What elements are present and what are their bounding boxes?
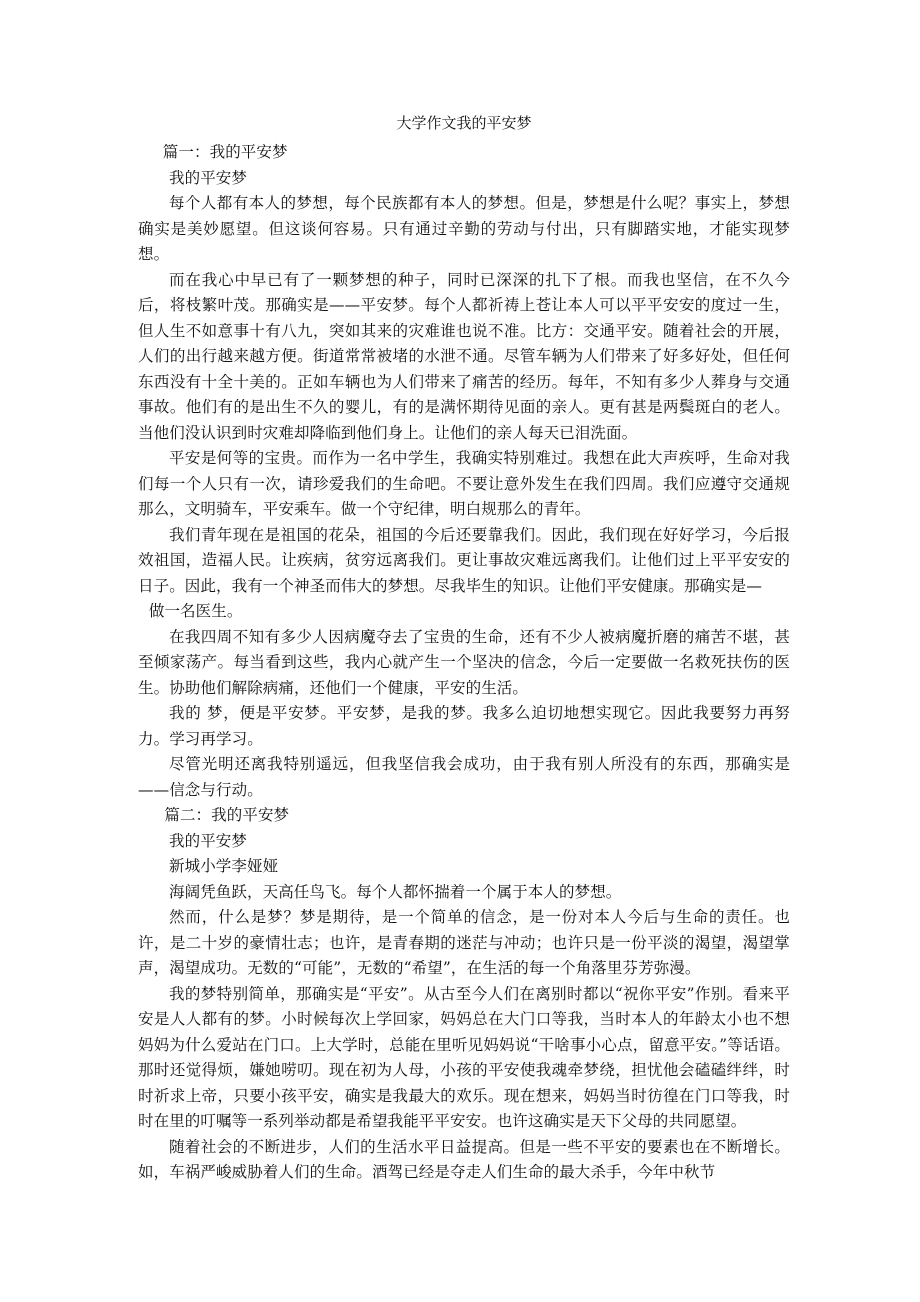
paragraph: 我们青年现在是祖国的花朵，祖国的今后还要靠我们。因此，我们现在好好学习，今后报效祖国，造福人民。让疾病，贫穷远离我们。更让事故灾难远离我们。让他们过上平平安安的日子。因此，我有一个神圣而伟大的梦想。尽我毕生的知识。让他们平安健康。那确实是— <box>138 525 790 595</box>
section-1-heading: 篇一：我的平安梦 <box>162 143 288 161</box>
section-2-heading: 篇二：我的平安梦 <box>164 806 290 824</box>
paragraph: 平安是何等的宝贵。而作为一名中学生，我确实特别难过。我想在此大声疾呼，生命对我们每一个人只有一次，请珍爱我们的生命吧。不要让意外发生在我们四周。我们应遵守交通规那么，文明骑车，平安乘车。做一个守纪律，明白规那么的青年。 <box>138 449 790 518</box>
author-line: 新城小学李娅娅 <box>169 857 279 875</box>
section-2-subtitle: 我的平安梦 <box>169 831 248 850</box>
document-body <box>138 140 790 1186</box>
section-1-subtitle: 我的平安梦 <box>169 168 248 187</box>
paragraph: 在我四周不知有多少人因病魔夺去了宝贵的生命，还有不少人被病魔折磨的痛苦不堪，甚至倾家荡产。每当看到这些，我内心就产生一个坚决的信念，今后一定要做一名救死扶伤的医生。协助他们解除病痛，还他们一个健康，平安的生活。 <box>138 627 790 697</box>
paragraph: 然而，什么是梦？梦是期待，是一个简单的信念，是一份对本人今后与生命的责任。也许，是二十岁的豪情壮志；也许，是青春期的迷茫与冲动；也许只是一份平淡的渴望，渴望掌声，渴望成功。无数的“可能”，无数的“希望”，在生活的每一个角落里芬芳弥漫。 <box>138 908 790 977</box>
document-title: 大学作文我的平安梦 <box>396 114 532 132</box>
paragraph: 每个人都有本人的梦想，每个民族都有本人的梦想。但是，梦想是什么呢？事实上，梦想确实是美妙愿望。但这谈何容易。只有通过辛勤的劳动与付出，只有脚踏实地，才能实现梦想。 <box>138 194 790 263</box>
paragraph: 海阔凭鱼跃，天高任鸟飞。每个人都怀揣着一个属于本人的梦想。 <box>169 882 622 901</box>
paragraph: 我的 梦，便是平安梦。平安梦，是我的梦。我多么迫切地想实现它。因此我要努力再努力。学习再学习。 <box>138 704 790 748</box>
paragraph: 尽管光明还离我特别遥远，但我坚信我会成功，由于我有别人所没有的东西，那确实是——信念与行动。 <box>138 755 790 799</box>
paragraph: 随着社会的不断进步，人们的生活水平日益提高。但是一些不平安的要素也在不断增长。如，车祸严峻威胁着人们的生命。酒驾已经是夺走人们生命的最大杀手，今年中秋节 <box>138 1137 790 1181</box>
paragraph: 做一名医生。 <box>148 602 243 620</box>
paragraph: 而在我心中早已有了一颗梦想的种子，同时已深深的扎下了根。而我也坚信，在不久今后，将枝繁叶茂。那确实是——平安梦。每个人都祈祷上苍让本人可以平平安安的度过一生，但人生不如意事十有八九，突如其来的灾难谁也说不准。比方：交通平安。随着社会的开展，人们的出行越来越方便。街道常常被堵的水泄不通。尽管车辆为人们带来了好多好处，但任何东西没有十全十美的。正如车辆也为人们带来了痛苦的经历。每年，不知有多少人葬身与交通事故。他们有的是出生不久的婴儿，有的是满怀期待见面的亲人。更有甚是两鬓斑白的老人。当他们没认识到时灾难却降临到他们身上。让他们的亲人每天已泪洗面。 <box>138 270 790 442</box>
paragraph: 我的梦特别简单，那确实是“平安”。从古至今人们在离别时都以“祝你平安”作别。看来平安是人人都有的梦。小时候每次上学回家，妈妈总在大门口等我，当时本人的年龄太小也不想妈妈为什么爱站在门口。上大学时，总能在里听见妈妈说“干啥事小心点，留意平安。”等话语。那时还觉得烦，嫌她唠叨。现在初为人母，小孩的平安使我魂牵梦绕，担忧他会磕磕绊绊，时时祈求上帝，只要小孩平安，确实是我最大的欢乐。现在想来，妈妈当时彷徨在门口等我，时时在里的叮嘱等一系列举动都是希望我能平平安安。也许这确实是天下父母的共同愿望。 <box>138 984 790 1130</box>
document-page <box>138 112 790 1186</box>
